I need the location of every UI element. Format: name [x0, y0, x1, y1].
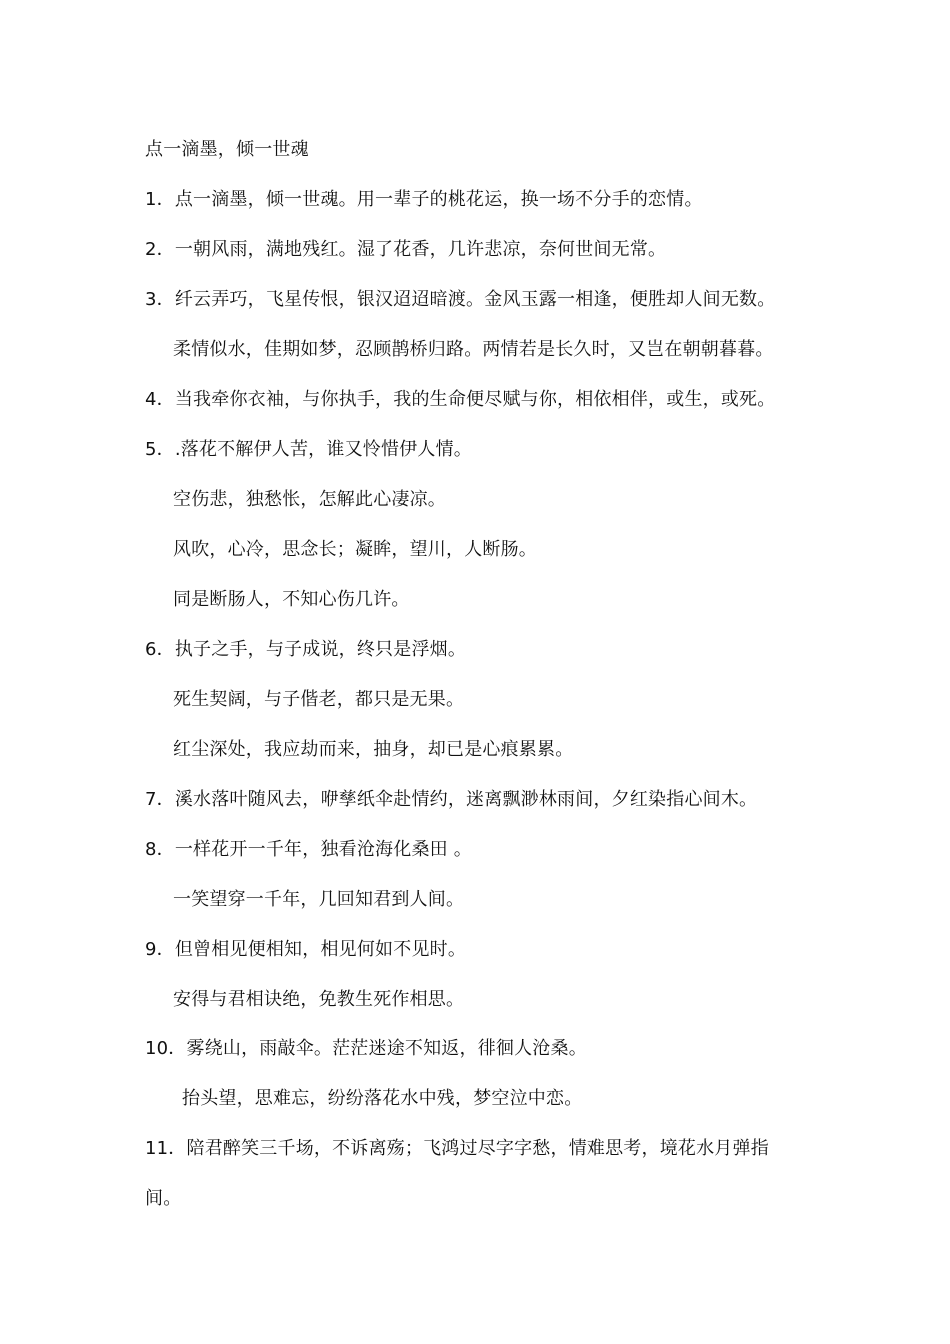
text-line-1: 1．点一滴墨，倾一世魂。用一辈子的桃花运，换一场不分手的恋情。	[145, 189, 703, 210]
text-line-6-c: 红尘深处，我应劫而来，抽身，却已是心痕累累。	[173, 739, 574, 760]
text-line-6-b: 死生契阔，与子偕老，都只是无果。	[173, 689, 465, 710]
text-line-11-b: 间。	[145, 1188, 182, 1209]
text-line-8-b: 一笑望穿一千年，几回知君到人间。	[173, 889, 465, 910]
text-line-7: 7．溪水落叶随风去，咿孳纸伞赴情约，迷离飘渺林雨间，夕红染指心间木。	[145, 789, 758, 810]
text-line-2: 2．一朝风雨，满地残红。湿了花香，几许悲凉，奈何世间无常。	[145, 239, 667, 260]
text-line-5: 5．.落花不解伊人苦，谁又怜惜伊人情。	[145, 439, 472, 460]
text-line-9-b: 安得与君相诀绝，免教生死作相思。	[173, 989, 465, 1010]
document-title: 点一滴墨，倾一世魂	[145, 139, 309, 160]
text-line-3: 3．纤云弄巧，飞星传恨，银汉迢迢暗渡。金风玉露一相逢，便胜却人间无数。	[145, 289, 776, 310]
text-line-5-c: 风吹，心冷，思念长；凝眸，望川，人断肠。	[173, 539, 537, 560]
text-line-3-continued: 柔情似水，佳期如梦，忍顾鹊桥归路。两情若是长久时，又岂在朝朝暮暮。	[173, 339, 774, 360]
text-line-6: 6．执子之手，与子成说，终只是浮烟。	[145, 639, 467, 660]
text-line-9: 9．但曾相见便相知，相见何如不见时。	[145, 939, 467, 960]
text-line-8: 8．一样花开一千年，独看沧海化桑田 。	[145, 839, 472, 860]
text-line-10-b: 抬头望，思难忘，纷纷落花水中残，梦空泣中恋。	[182, 1088, 583, 1109]
text-line-10: 10．雾绕山，雨敲伞。茫茫迷途不知返，徘徊人沧桑。	[145, 1038, 587, 1059]
text-line-11: 11．陪君醉笑三千场，不诉离殇；飞鸿过尽字字愁，情难思考，境花水月弹指	[145, 1138, 769, 1159]
text-line-5-d: 同是断肠人，不知心伤几许。	[173, 589, 410, 610]
text-line-4: 4．当我牵你衣袖，与你执手，我的生命便尽赋与你，相依相伴，或生，或死。	[145, 389, 776, 410]
text-line-5-b: 空伤悲，独愁怅，怎解此心凄凉。	[173, 489, 446, 510]
